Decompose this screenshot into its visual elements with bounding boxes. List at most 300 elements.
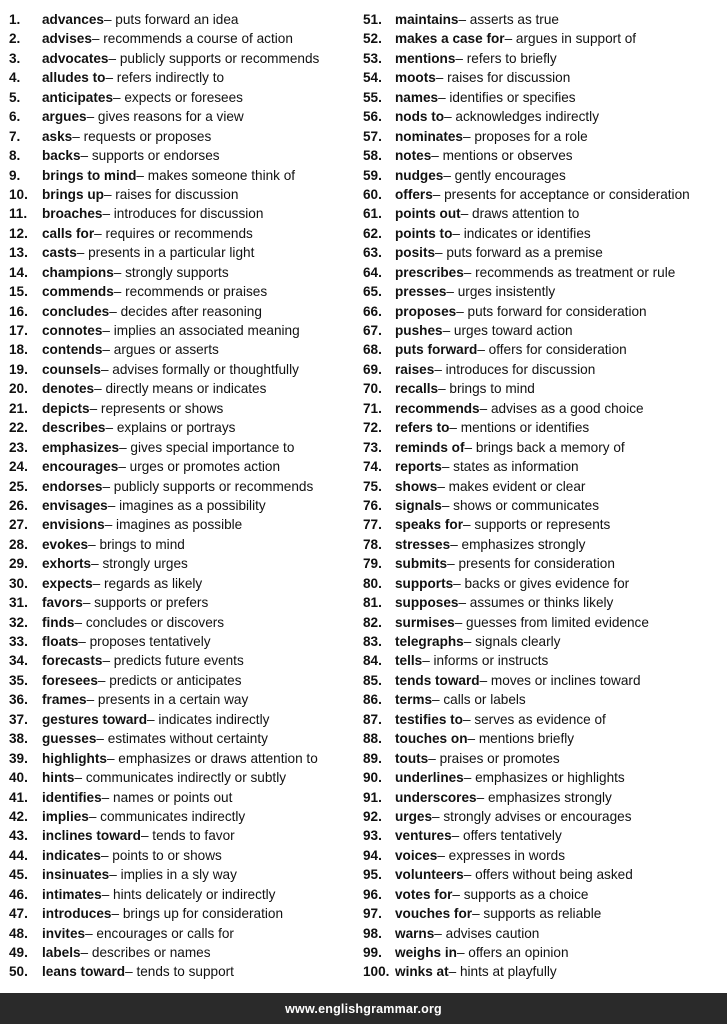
item-definition: – hints at playfully bbox=[448, 964, 557, 980]
item-definition: – requests or proposes bbox=[72, 128, 212, 144]
list-item bbox=[363, 613, 723, 632]
list-item bbox=[9, 29, 369, 48]
list-item bbox=[363, 593, 723, 612]
item-definition: – represents or shows bbox=[89, 400, 224, 416]
item-number: 69. bbox=[363, 361, 382, 377]
item-definition: – raises for discussion bbox=[435, 70, 571, 86]
item-term: touches on bbox=[395, 731, 468, 747]
item-number: 81. bbox=[363, 595, 382, 611]
list-item bbox=[9, 457, 369, 476]
list-item bbox=[363, 379, 723, 398]
item-definition: – argues in support of bbox=[504, 31, 637, 47]
item-term: votes for bbox=[395, 886, 453, 902]
item-term: expects bbox=[42, 575, 93, 591]
item-definition: – imagines as possible bbox=[104, 517, 243, 533]
item-number: 15. bbox=[9, 284, 28, 300]
item-number: 57. bbox=[363, 128, 382, 144]
item-term: posits bbox=[395, 245, 436, 261]
list-item bbox=[363, 263, 723, 282]
item-term: recalls bbox=[395, 381, 439, 397]
item-number: 14. bbox=[9, 264, 28, 280]
list-item bbox=[363, 88, 723, 107]
item-number: 62. bbox=[363, 225, 382, 241]
item-term: speaks for bbox=[395, 517, 464, 533]
item-term: warns bbox=[395, 925, 435, 941]
item-definition: – requires or recommends bbox=[94, 225, 253, 241]
item-definition: – emphasizes or highlights bbox=[463, 770, 625, 786]
item-term: describes bbox=[42, 420, 106, 436]
item-number: 66. bbox=[363, 303, 382, 319]
item-term: notes bbox=[395, 148, 432, 164]
item-term: invites bbox=[42, 925, 86, 941]
item-number: 2. bbox=[9, 31, 21, 47]
item-number: 67. bbox=[363, 323, 382, 338]
item-term: points out bbox=[395, 206, 461, 222]
item-number: 38. bbox=[9, 731, 28, 747]
item-number: 84. bbox=[363, 653, 382, 669]
item-definition: – presents for acceptance or consideration bbox=[432, 186, 690, 202]
list-item bbox=[9, 962, 369, 981]
list-item bbox=[9, 554, 369, 573]
list-item bbox=[9, 107, 369, 126]
item-number: 23. bbox=[9, 439, 28, 455]
item-number: 92. bbox=[363, 808, 382, 824]
item-term: advises bbox=[42, 31, 92, 47]
item-definition: – directly means or indicates bbox=[94, 381, 267, 397]
item-term: tells bbox=[395, 653, 423, 669]
item-definition: – brings to mind bbox=[88, 536, 185, 552]
item-term: supports bbox=[395, 575, 454, 591]
item-definition: – moves or inclines toward bbox=[479, 672, 641, 688]
item-term: indicates bbox=[42, 847, 101, 863]
item-definition: – explains or portrays bbox=[105, 420, 236, 436]
list-item bbox=[9, 943, 369, 962]
item-number: 73. bbox=[363, 439, 382, 455]
item-definition: – gives special importance to bbox=[119, 439, 295, 455]
list-item bbox=[9, 690, 369, 709]
list-item bbox=[363, 788, 723, 807]
item-definition: – offers tentatively bbox=[451, 828, 562, 844]
list-item bbox=[9, 651, 369, 670]
list-item bbox=[363, 185, 723, 204]
item-number: 4. bbox=[9, 70, 21, 86]
item-definition: – recommends or praises bbox=[113, 284, 268, 300]
list-item bbox=[9, 243, 369, 262]
list-item bbox=[363, 224, 723, 243]
list-item bbox=[9, 515, 369, 534]
item-definition: – introduces for discussion bbox=[102, 206, 264, 222]
item-number: 55. bbox=[363, 89, 382, 105]
list-item bbox=[363, 496, 723, 515]
item-definition: – introduces for discussion bbox=[434, 361, 596, 377]
item-number: 45. bbox=[9, 867, 28, 883]
item-definition: – estimates without certainty bbox=[96, 731, 268, 747]
item-number: 44. bbox=[9, 847, 28, 863]
item-term: reminds of bbox=[395, 439, 465, 455]
list-item bbox=[363, 360, 723, 379]
item-term: presses bbox=[395, 284, 447, 300]
item-term: puts forward bbox=[395, 342, 478, 358]
list-item bbox=[363, 554, 723, 573]
list-item bbox=[9, 418, 369, 437]
list-item bbox=[9, 166, 369, 185]
item-definition: – concludes or discovers bbox=[74, 614, 225, 630]
item-term: vouches for bbox=[395, 906, 473, 922]
item-definition: – assumes or thinks likely bbox=[458, 595, 614, 611]
item-number: 71. bbox=[363, 400, 382, 416]
item-term: signals bbox=[395, 497, 442, 513]
item-term: supposes bbox=[395, 595, 459, 611]
item-term: anticipates bbox=[42, 89, 114, 105]
item-term: depicts bbox=[42, 400, 90, 416]
item-term: mentions bbox=[395, 50, 456, 66]
item-number: 51. bbox=[363, 12, 382, 27]
item-number: 61. bbox=[363, 206, 382, 222]
item-term: raises bbox=[395, 361, 435, 377]
item-number: 1. bbox=[9, 12, 21, 27]
item-term: prescribes bbox=[395, 264, 464, 280]
list-item bbox=[9, 438, 369, 457]
item-term: casts bbox=[42, 245, 77, 261]
item-definition: – signals clearly bbox=[463, 634, 561, 649]
item-term: labels bbox=[42, 945, 81, 960]
item-definition: – decides after reasoning bbox=[109, 303, 262, 319]
list-item bbox=[363, 729, 723, 748]
item-number: 100. bbox=[363, 964, 390, 980]
item-number: 58. bbox=[363, 148, 382, 164]
item-term: denotes bbox=[42, 381, 95, 397]
item-number: 96. bbox=[363, 886, 382, 902]
item-definition: – acknowledges indirectly bbox=[444, 109, 599, 125]
item-definition: – praises or promotes bbox=[428, 750, 560, 766]
list-item bbox=[363, 768, 723, 787]
item-definition: – advises formally or thoughtfully bbox=[100, 361, 299, 377]
item-definition: – draws attention to bbox=[460, 206, 580, 222]
list-item bbox=[363, 749, 723, 768]
item-definition: – serves as evidence of bbox=[462, 711, 606, 727]
item-definition: – emphasizes strongly bbox=[450, 536, 586, 552]
item-definition: – states as information bbox=[441, 459, 579, 475]
item-number: 46. bbox=[9, 886, 28, 902]
item-number: 25. bbox=[9, 478, 28, 494]
item-number: 78. bbox=[363, 536, 382, 552]
item-number: 52. bbox=[363, 31, 382, 47]
item-term: concludes bbox=[42, 303, 110, 319]
item-number: 48. bbox=[9, 925, 28, 941]
item-term: shows bbox=[395, 478, 438, 494]
list-item bbox=[363, 943, 723, 962]
item-definition: – informs or instructs bbox=[422, 653, 549, 669]
list-item bbox=[9, 204, 369, 223]
item-number: 19. bbox=[9, 361, 28, 377]
item-term: asks bbox=[42, 128, 73, 144]
item-definition: – tends to favor bbox=[140, 828, 235, 844]
item-definition: – puts forward for consideration bbox=[456, 303, 647, 319]
item-definition: – expresses in words bbox=[437, 847, 566, 863]
list-item bbox=[9, 729, 369, 748]
item-definition: – emphasizes strongly bbox=[476, 789, 612, 805]
item-number: 40. bbox=[9, 770, 28, 786]
list-item bbox=[9, 127, 369, 146]
item-number: 47. bbox=[9, 906, 28, 922]
list-item bbox=[9, 10, 369, 29]
list-item bbox=[363, 49, 723, 68]
item-term: names bbox=[395, 89, 439, 105]
item-definition: – recommends as treatment or rule bbox=[463, 264, 676, 280]
item-number: 82. bbox=[363, 614, 382, 630]
item-number: 12. bbox=[9, 225, 28, 241]
item-number: 75. bbox=[363, 478, 382, 494]
item-term: hints bbox=[42, 770, 75, 786]
list-item bbox=[363, 10, 723, 29]
item-number: 27. bbox=[9, 517, 28, 533]
item-definition: – puts forward as a premise bbox=[435, 245, 603, 261]
list-item bbox=[9, 399, 369, 418]
item-number: 30. bbox=[9, 575, 28, 591]
item-number: 90. bbox=[363, 770, 382, 786]
item-term: foresees bbox=[42, 672, 98, 688]
item-definition: – mentions or observes bbox=[431, 148, 573, 164]
item-number: 91. bbox=[363, 789, 382, 805]
list-item bbox=[363, 924, 723, 943]
list-item bbox=[363, 146, 723, 165]
item-number: 21. bbox=[9, 400, 28, 416]
item-number: 80. bbox=[363, 575, 382, 591]
item-number: 9. bbox=[9, 167, 21, 183]
item-term: broaches bbox=[42, 206, 103, 222]
list-item bbox=[9, 788, 369, 807]
item-number: 5. bbox=[9, 89, 21, 105]
item-definition: – supports or prefers bbox=[82, 595, 209, 611]
item-number: 54. bbox=[363, 70, 382, 86]
item-number: 98. bbox=[363, 925, 382, 941]
list-item bbox=[9, 88, 369, 107]
list-item bbox=[363, 904, 723, 923]
item-term: reports bbox=[395, 459, 442, 475]
list-item bbox=[9, 360, 369, 379]
item-term: offers bbox=[395, 186, 433, 202]
list-item bbox=[9, 807, 369, 826]
item-term: emphasizes bbox=[42, 439, 120, 455]
list-item bbox=[363, 302, 723, 321]
item-definition: – imagines as a possibility bbox=[107, 497, 266, 513]
item-number: 7. bbox=[9, 128, 21, 144]
item-term: guesses bbox=[42, 731, 97, 747]
list-item bbox=[9, 865, 369, 884]
item-number: 31. bbox=[9, 595, 28, 611]
item-definition: – presents for consideration bbox=[447, 556, 615, 572]
list-item bbox=[363, 846, 723, 865]
item-number: 93. bbox=[363, 828, 382, 844]
list-item bbox=[363, 515, 723, 534]
item-definition: – expects or foresees bbox=[113, 89, 243, 105]
item-number: 83. bbox=[363, 634, 382, 649]
list-item bbox=[363, 204, 723, 223]
item-number: 97. bbox=[363, 906, 382, 922]
item-term: intimates bbox=[42, 886, 102, 902]
item-term: favors bbox=[42, 595, 83, 611]
item-term: advocates bbox=[42, 50, 109, 66]
item-term: urges bbox=[395, 808, 433, 824]
item-number: 17. bbox=[9, 323, 28, 338]
item-number: 74. bbox=[363, 459, 382, 475]
item-term: surmises bbox=[395, 614, 455, 630]
item-definition: – brings back a memory of bbox=[464, 439, 625, 455]
item-term: connotes bbox=[42, 323, 103, 338]
item-number: 8. bbox=[9, 148, 21, 164]
item-term: endorses bbox=[42, 478, 103, 494]
item-term: telegraphs bbox=[395, 634, 464, 649]
item-term: brings to mind bbox=[42, 167, 137, 183]
word-list bbox=[0, 10, 727, 990]
item-definition: – proposes for a role bbox=[462, 128, 588, 144]
item-term: proposes bbox=[395, 303, 457, 319]
list-item bbox=[363, 166, 723, 185]
item-term: floats bbox=[42, 634, 79, 649]
list-item bbox=[363, 29, 723, 48]
item-number: 70. bbox=[363, 381, 382, 397]
item-term: implies bbox=[42, 808, 89, 824]
item-number: 42. bbox=[9, 808, 28, 824]
item-term: encourages bbox=[42, 459, 119, 475]
item-number: 63. bbox=[363, 245, 382, 261]
item-term: backs bbox=[42, 148, 81, 164]
item-term: refers to bbox=[395, 420, 450, 436]
item-definition: – supports as reliable bbox=[472, 906, 602, 922]
list-item bbox=[9, 379, 369, 398]
item-term: maintains bbox=[395, 12, 459, 27]
item-term: ventures bbox=[395, 828, 452, 844]
list-item bbox=[363, 865, 723, 884]
item-number: 26. bbox=[9, 497, 28, 513]
item-number: 94. bbox=[363, 847, 382, 863]
item-term: testifies to bbox=[395, 711, 463, 727]
item-definition: – implies an associated meaning bbox=[102, 323, 300, 338]
list-item bbox=[9, 340, 369, 359]
item-term: introduces bbox=[42, 906, 112, 922]
item-definition: – communicates indirectly bbox=[88, 808, 246, 824]
list-item bbox=[363, 243, 723, 262]
list-item bbox=[9, 846, 369, 865]
item-definition: – tends to support bbox=[125, 964, 234, 980]
item-definition: – recommends a course of action bbox=[91, 31, 293, 47]
item-definition: – proposes tentatively bbox=[78, 634, 211, 649]
list-item bbox=[363, 321, 723, 340]
list-item bbox=[9, 826, 369, 845]
item-number: 37. bbox=[9, 711, 28, 727]
item-number: 41. bbox=[9, 789, 28, 805]
item-number: 77. bbox=[363, 517, 382, 533]
item-definition: – raises for discussion bbox=[103, 186, 239, 202]
item-number: 95. bbox=[363, 867, 382, 883]
item-number: 3. bbox=[9, 50, 21, 66]
item-definition: – mentions or identifies bbox=[449, 420, 590, 436]
item-definition: – hints delicately or indirectly bbox=[101, 886, 276, 902]
item-definition: – asserts as true bbox=[458, 12, 559, 27]
item-definition: – presents in a particular light bbox=[76, 245, 255, 261]
item-number: 13. bbox=[9, 245, 28, 261]
item-definition: – advises as a good choice bbox=[479, 400, 644, 416]
item-definition: – urges or promotes action bbox=[118, 459, 281, 475]
item-term: highlights bbox=[42, 750, 107, 766]
list-item bbox=[9, 302, 369, 321]
list-item bbox=[363, 68, 723, 87]
item-number: 36. bbox=[9, 692, 28, 708]
item-number: 50. bbox=[9, 964, 28, 980]
item-number: 16. bbox=[9, 303, 28, 319]
list-item bbox=[9, 282, 369, 301]
item-term: underlines bbox=[395, 770, 464, 786]
item-number: 29. bbox=[9, 556, 28, 572]
item-definition: – communicates indirectly or subtly bbox=[74, 770, 287, 786]
item-definition: – brings up for consideration bbox=[111, 906, 284, 922]
list-item bbox=[363, 399, 723, 418]
item-number: 34. bbox=[9, 653, 28, 669]
item-definition: – publicly supports or recommends bbox=[108, 50, 320, 66]
item-definition: – argues or asserts bbox=[102, 342, 219, 358]
item-term: makes a case for bbox=[395, 31, 505, 47]
item-definition: – predicts future events bbox=[102, 653, 244, 669]
item-definition: – gently encourages bbox=[443, 167, 566, 183]
list-item bbox=[9, 477, 369, 496]
item-definition: – makes evident or clear bbox=[437, 478, 586, 494]
list-item bbox=[363, 885, 723, 904]
item-term: alludes to bbox=[42, 70, 106, 86]
item-number: 86. bbox=[363, 692, 382, 708]
item-term: pushes bbox=[395, 323, 443, 338]
item-term: frames bbox=[42, 692, 87, 708]
list-item bbox=[9, 496, 369, 515]
list-item bbox=[363, 535, 723, 554]
item-definition: – urges toward action bbox=[442, 323, 573, 338]
item-definition: – makes someone think of bbox=[136, 167, 296, 183]
list-item bbox=[363, 651, 723, 670]
list-item bbox=[9, 49, 369, 68]
item-number: 72. bbox=[363, 420, 382, 436]
item-term: nominates bbox=[395, 128, 463, 144]
item-term: brings up bbox=[42, 186, 104, 202]
item-term: volunteers bbox=[395, 867, 464, 883]
item-definition: – puts forward an idea bbox=[103, 12, 239, 27]
list-item bbox=[363, 457, 723, 476]
list-item bbox=[9, 768, 369, 787]
list-item bbox=[9, 904, 369, 923]
item-number: 6. bbox=[9, 109, 21, 125]
item-term: recommends bbox=[395, 400, 480, 416]
item-definition: – supports or represents bbox=[463, 517, 611, 533]
item-term: exhorts bbox=[42, 556, 92, 572]
item-definition: – strongly urges bbox=[91, 556, 188, 572]
item-term: insinuates bbox=[42, 867, 110, 883]
item-term: identifies bbox=[42, 789, 102, 805]
item-definition: – names or points out bbox=[101, 789, 233, 805]
item-term: voices bbox=[395, 847, 438, 863]
item-number: 39. bbox=[9, 750, 28, 766]
item-definition: – guesses from limited evidence bbox=[454, 614, 649, 630]
list-item bbox=[9, 671, 369, 690]
item-number: 79. bbox=[363, 556, 382, 572]
item-definition: – offers for consideration bbox=[477, 342, 627, 358]
item-term: moots bbox=[395, 70, 436, 86]
item-definition: – refers to briefly bbox=[455, 50, 557, 66]
item-number: 11. bbox=[9, 206, 28, 222]
item-number: 20. bbox=[9, 381, 28, 397]
item-term: argues bbox=[42, 109, 87, 125]
list-item bbox=[9, 885, 369, 904]
list-item bbox=[363, 107, 723, 126]
list-item bbox=[9, 535, 369, 554]
item-definition: – offers without being asked bbox=[463, 867, 633, 883]
